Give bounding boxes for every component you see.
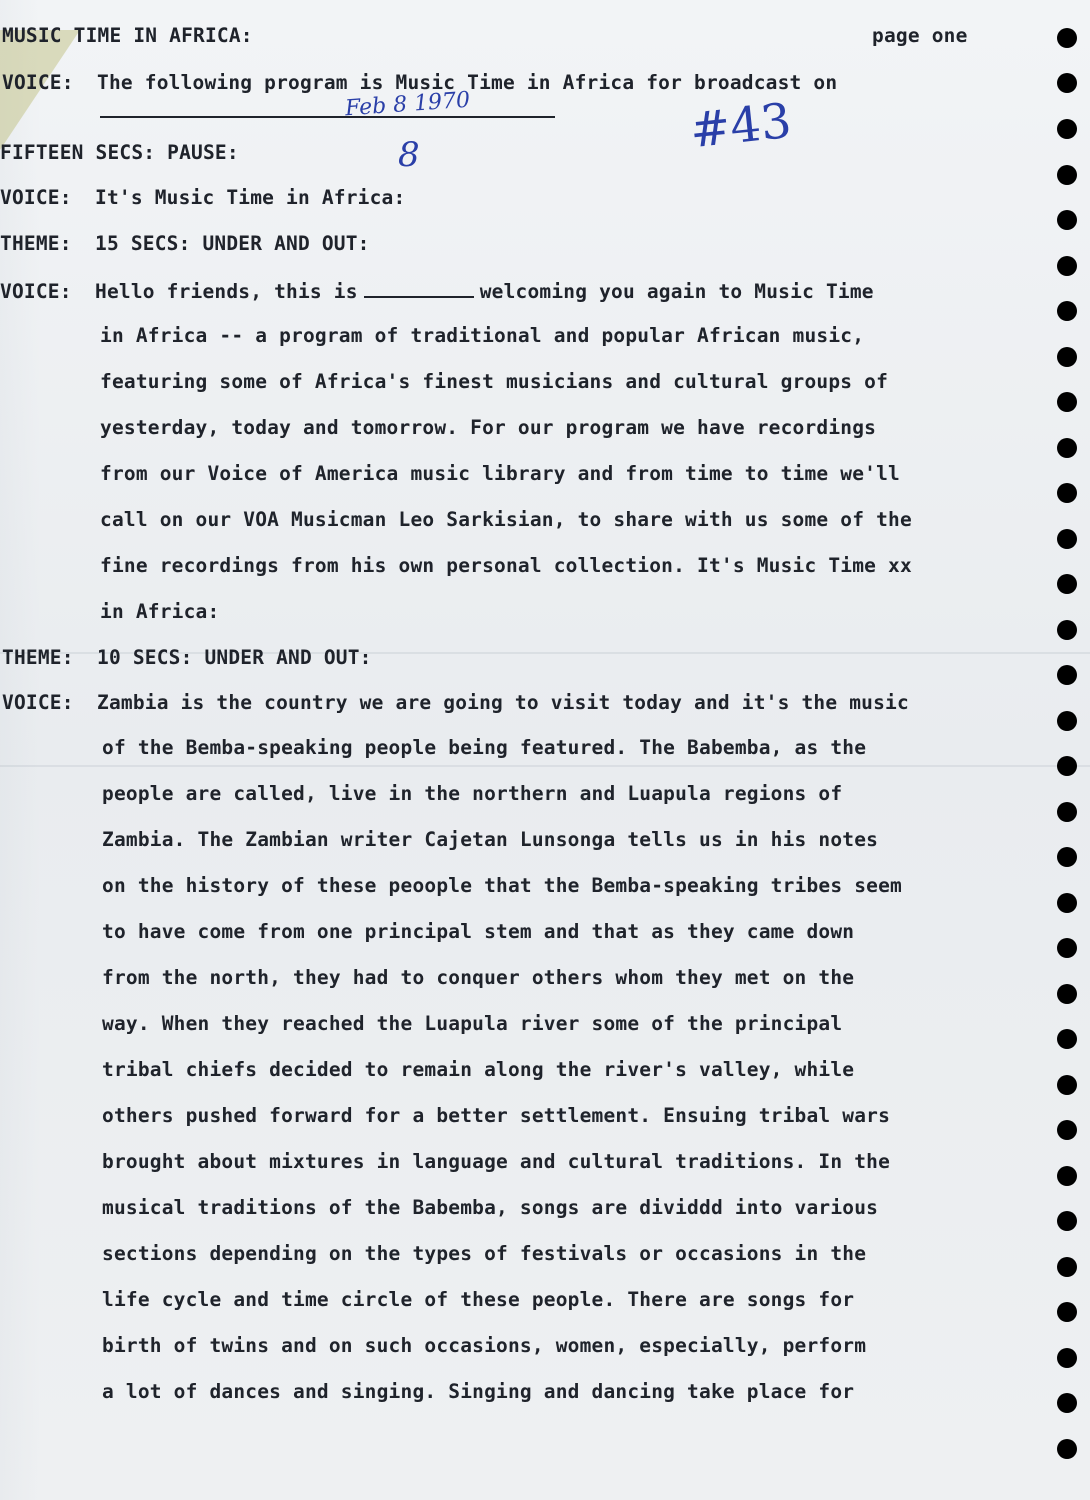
voice-zambia-first [2,691,909,715]
tractor-feed-hole [1057,802,1077,822]
tractor-feed-hole [1057,529,1077,549]
voice-line: fine recordings from his own personal collection. It's Music Time xx [100,554,912,577]
tractor-feed-hole [1057,1166,1077,1186]
intro-text: The following program is Music Time in Africa for broadcast on [97,71,838,94]
tractor-feed-hole [1057,392,1077,412]
cue-label: THEME: [0,232,72,255]
paper-fold [0,765,1090,767]
voice-line: in Africa -- a program of traditional and popular African music, [100,324,865,347]
cue-theme [0,232,370,256]
page-number: page one [872,24,968,47]
voice-line: a lot of dances and singing. Singing and dancing take place for [102,1380,855,1403]
tractor-feed-hole [1057,1029,1077,1049]
tractor-feed-hole [1057,347,1077,367]
tractor-feed-hole [1057,893,1077,913]
broadcast-date-rule [100,116,555,118]
tractor-feed-hole [1057,711,1077,731]
voice-line: call on our VOA Musicman Leo Sarkisian, to share with us some of the [100,508,912,531]
cue-label: THEME: [2,646,74,669]
tractor-feed-hole [1057,847,1077,867]
voice-line: people are called, live in the northern and Luapula regions of [102,782,843,805]
voice-line: featuring some of Africa's finest musicians and cultural groups of [100,370,889,393]
tractor-feed-hole [1057,28,1077,48]
tractor-feed-hole [1057,210,1077,230]
voice-label: VOICE: [0,280,72,303]
tractor-feed-hole [1057,73,1077,93]
intro-label: VOICE: [2,71,74,94]
script-title: MUSIC TIME IN AFRICA: [2,24,253,47]
tractor-feed-hole [1057,1348,1077,1368]
tractor-feed-hole [1057,438,1077,458]
voice-line: life cycle and time circle of these people. There are songs for [102,1288,855,1311]
cue-text: It's Music Time in Africa: [95,186,406,209]
voice-line: Zambia. The Zambian writer Cajetan Lunsonga tells us in his notes [102,828,879,851]
cue-text: 10 SECS: UNDER AND OUT: [97,646,372,669]
tractor-feed-hole [1057,620,1077,640]
tractor-feed-hole [1057,1075,1077,1095]
cue-pause: FIFTEEN SECS: PAUSE: [0,141,239,164]
cue-voice [0,186,405,210]
tractor-feed-hole [1057,1393,1077,1413]
tractor-feed-hole [1057,1120,1077,1140]
voice-line: brought about mixtures in language and cultural traditions. In the [102,1150,891,1173]
voice-text: Hello friends, this is [95,280,358,303]
tractor-feed-hole [1057,1302,1077,1322]
tractor-feed-hole [1057,483,1077,503]
tractor-feed-hole [1057,938,1077,958]
voice-line: of the Bemba-speaking people being featured. The Babemba, as the [102,736,867,759]
voice-line: tribal chiefs decided to remain along the river's valley, while [102,1058,855,1081]
handwritten-program-number: #43 [687,92,794,160]
voice-line: others pushed forward for a better settlement. Ensuing tribal wars [102,1104,891,1127]
handwritten-date: Feb 8 1970 [344,87,471,122]
voice-line: yesterday, today and tomorrow. For our program we have recordings [100,416,877,439]
voice-line: from the north, they had to conquer others whom they met on the [102,966,855,989]
announcer-name-blank [364,278,474,298]
voice-line: to have come from one principal stem and that as they came down [102,920,855,943]
voice-line: birth of twins and on such occasions, women, especially, perform [102,1334,867,1357]
tractor-feed-hole [1057,165,1077,185]
cue-label: VOICE: [0,186,72,209]
tractor-feed-hole [1057,119,1077,139]
tractor-feed-hole [1057,574,1077,594]
cue-theme-2 [2,646,372,670]
tractor-feed-hole [1057,665,1077,685]
cue-text: 15 SECS: UNDER AND OUT: [95,232,370,255]
voice-line: in Africa: [100,600,220,623]
tractor-feed-hole [1057,1211,1077,1231]
tractor-feed-hole [1057,301,1077,321]
voice-text: welcoming you again to Music Time [479,280,874,303]
tractor-feed-hole [1057,1257,1077,1277]
voice-line: on the history of these peoople that the Bemba-speaking tribes seem [102,874,902,897]
voice-label: VOICE: [2,691,74,714]
voice-line: from our Voice of America music library and from time to time we'll [100,462,900,485]
voice-line: sections depending on the types of festivals or occasions in the [102,1242,867,1265]
tractor-feed-hole [1057,1439,1077,1459]
voice-line: way. When they reached the Luapula river some of the principal [102,1012,843,1035]
voice-text: Zambia is the country we are going to visit today and it's the music [97,691,909,714]
tractor-feed-hole [1057,756,1077,776]
voice-welcome-first [0,278,874,304]
voice-line: musical traditions of the Babemba, songs are dividdd into various [102,1196,879,1219]
tractor-feed-hole [1057,256,1077,276]
handwritten-note: 8 [398,135,420,175]
tractor-feed-hole [1057,984,1077,1004]
